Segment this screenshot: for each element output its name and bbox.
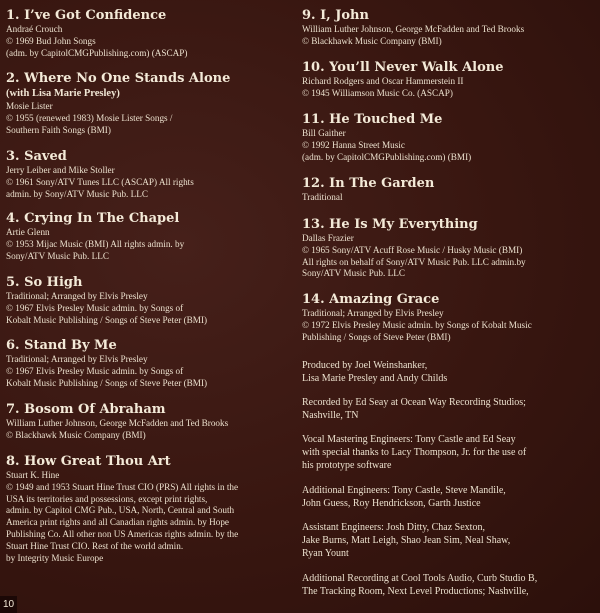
track-12	[302, 176, 596, 204]
track-credit-line: Traditional; Arranged by Elvis Presley	[6, 354, 148, 364]
track-credit-line: Mosie Lister	[6, 101, 53, 111]
track-9	[302, 8, 596, 48]
track-credit-line: (adm. by CapitolCMGPublishing.com) (BMI)	[302, 151, 472, 162]
track-5	[6, 275, 296, 326]
track-credit-line: Southern Faith Songs (BMI)	[6, 124, 111, 135]
track-credit-line: © 1967 Elvis Presley Music admin. by Songs of	[6, 365, 184, 376]
track-credit-line: USA its territories and possessions, except print rights,	[6, 493, 208, 504]
credit-line: Lisa Marie Presley and Andy Childs	[302, 373, 448, 384]
credit-line: The Tracking Room, Next Level Productions; Nashville,	[302, 586, 529, 597]
track-4	[6, 211, 296, 262]
track-credit-line: by Integrity Music Europe	[6, 552, 104, 563]
track-7	[6, 402, 296, 442]
additional-recording-credit	[302, 572, 596, 598]
track-credit-line: Richard Rodgers and Oscar Hammerstein II	[302, 76, 464, 86]
track-8	[6, 454, 296, 564]
credit-line: Jake Burns, Matt Leigh, Shao Jean Sim, Neal Shaw,	[302, 535, 511, 546]
track-credit-line: © Blackhawk Music Company (BMI)	[302, 35, 442, 46]
credit-line: with special thanks to Lacy Thompson, Jr. for the use of	[302, 447, 527, 458]
track-credit-line: © Blackhawk Music Company (BMI)	[6, 429, 146, 440]
track-title: 8. How Great Thou Art	[6, 454, 171, 469]
track-credit-line: © 1961 Sony/ATV Tunes LLC (ASCAP) All rights	[6, 176, 194, 187]
track-credit-line: © 1965 Sony/ATV Acuff Rose Music / Husky Music (BMI)	[302, 244, 523, 255]
track-title: 5. So High	[6, 275, 83, 290]
track-credit-line: Andraé Crouch	[6, 24, 63, 34]
track-credit-line: Kobalt Music Publishing / Songs of Steve Peter (BMI)	[6, 314, 208, 325]
track-credit-line: © 1992 Hanna Street Music	[302, 139, 405, 150]
credit-line: Recorded by Ed Seay at Ocean Way Recording Studios;	[302, 397, 526, 408]
track-title: 9. I, John	[302, 8, 369, 23]
track-credit-line: Sony/ATV Music Pub. LLC	[6, 250, 109, 261]
track-credit-line: Publishing / Songs of Steve Peter (BMI)	[302, 331, 451, 342]
track-credit-line: William Luther Johnson, George McFadden and Ted Brooks	[6, 418, 229, 428]
credit-line: Additional Recording at Cool Tools Audio, Curb Studio B,	[302, 573, 538, 584]
track-3	[6, 149, 296, 200]
track-title: 10. You’ll Never Walk Alone	[302, 60, 504, 75]
track-credit-line: Sony/ATV Music Pub. LLC	[302, 268, 405, 279]
track-credit-line: Traditional; Arranged by Elvis Presley	[302, 308, 444, 318]
credit-line: Vocal Mastering Engineers: Tony Castle and Ed Seay	[302, 434, 516, 445]
track-title: 4. Crying In The Chapel	[6, 211, 180, 226]
track-credit-line: Stuart Hine Trust CIO. Rest of the world admin.	[6, 540, 184, 551]
track-credit-line: Artie Glenn	[6, 227, 50, 237]
track-11	[302, 112, 596, 163]
track-title: 12. In The Garden	[302, 176, 435, 191]
track-credit-line: Publishing Co. All other non US Americas rights admin. by the	[6, 528, 239, 539]
track-6	[6, 338, 296, 389]
track-credit-line: © 1969 Bud John Songs	[6, 35, 96, 46]
track-title: 14. Amazing Grace	[302, 292, 440, 307]
additional-engineers-credit	[302, 484, 596, 510]
track-credit-line: (adm. by CapitolCMGPublishing.com) (ASCAP)	[6, 47, 188, 58]
track-credit-line: America print rights and all Canadian rights admin. by Hope	[6, 517, 229, 528]
track-credit-line: Kobalt Music Publishing / Songs of Steve Peter (BMI)	[6, 377, 208, 388]
credit-line: Assistant Engineers: Josh Ditty, Chaz Sexton,	[302, 522, 485, 533]
credit-line: his prototype software	[302, 460, 392, 471]
track-credit-line: © 1945 Williamson Music Co. (ASCAP)	[302, 87, 453, 98]
credit-line: Nashville, TN	[302, 410, 359, 421]
track-credit-line: Traditional; Arranged by Elvis Presley	[6, 291, 148, 301]
track-credit-line: © 1955 (renewed 1983) Mosie Lister Songs /	[6, 112, 173, 123]
track-credit-line: admin. by Sony/ATV Music Pub. LLC	[6, 188, 148, 199]
producer-credit	[302, 359, 596, 385]
track-title: 3. Saved	[6, 149, 67, 164]
track-credit-line: Dallas Frazier	[302, 233, 354, 243]
featured-artist: (with Lisa Marie Presley)	[6, 88, 120, 99]
credit-line: Produced by Joel Weinshanker,	[302, 360, 428, 371]
track-10	[302, 60, 596, 100]
assistant-engineers-credit	[302, 521, 596, 560]
track-2	[6, 71, 296, 136]
page-number: 10	[0, 596, 17, 613]
vocal-mastering-credit	[302, 433, 596, 472]
recording-credit	[302, 396, 596, 422]
track-credit-line: William Luther Johnson, George McFadden and Ted Brooks	[302, 24, 525, 34]
credit-line: John Guess, Roy Hendrickson, Garth Justice	[302, 498, 481, 509]
track-title: 6. Stand By Me	[6, 338, 117, 353]
credit-line: Additional Engineers: Tony Castle, Steve Mandile,	[302, 485, 506, 496]
track-title: 2. Where No One Stands Alone	[6, 71, 231, 86]
track-credit-line: admin. by Capitol CMG Pub., USA, North, Central and South	[6, 505, 235, 516]
track-credit-line: © 1949 and 1953 Stuart Hine Trust CIO (PRS) All rights in the	[6, 481, 239, 492]
track-title: 11. He Touched Me	[302, 112, 443, 127]
track-credit-line: Bill Gaither	[302, 128, 346, 138]
track-credit-line: All rights on behalf of Sony/ATV Music Pub. LLC admin.by	[302, 256, 526, 267]
track-title: 1. I’ve Got Confidence	[6, 8, 167, 23]
track-13	[302, 217, 596, 280]
track-credit-line: © 1953 Mijac Music (BMI) All rights admin. by	[6, 238, 185, 249]
track-1	[6, 8, 296, 59]
track-credit-line: Jerry Leiber and Mike Stoller	[6, 165, 115, 175]
track-credit-line: © 1972 Elvis Presley Music admin. by Songs of Kobalt Music	[302, 319, 532, 330]
track-credit-line: Traditional	[302, 192, 343, 202]
track-title: 13. He Is My Everything	[302, 217, 478, 232]
track-14	[302, 292, 596, 343]
credit-line: Ryan Yount	[302, 548, 349, 559]
track-credit-line: Stuart K. Hine	[6, 470, 60, 480]
track-credit-line: © 1967 Elvis Presley Music admin. by Songs of	[6, 302, 184, 313]
track-title: 7. Bosom Of Abraham	[6, 402, 166, 417]
